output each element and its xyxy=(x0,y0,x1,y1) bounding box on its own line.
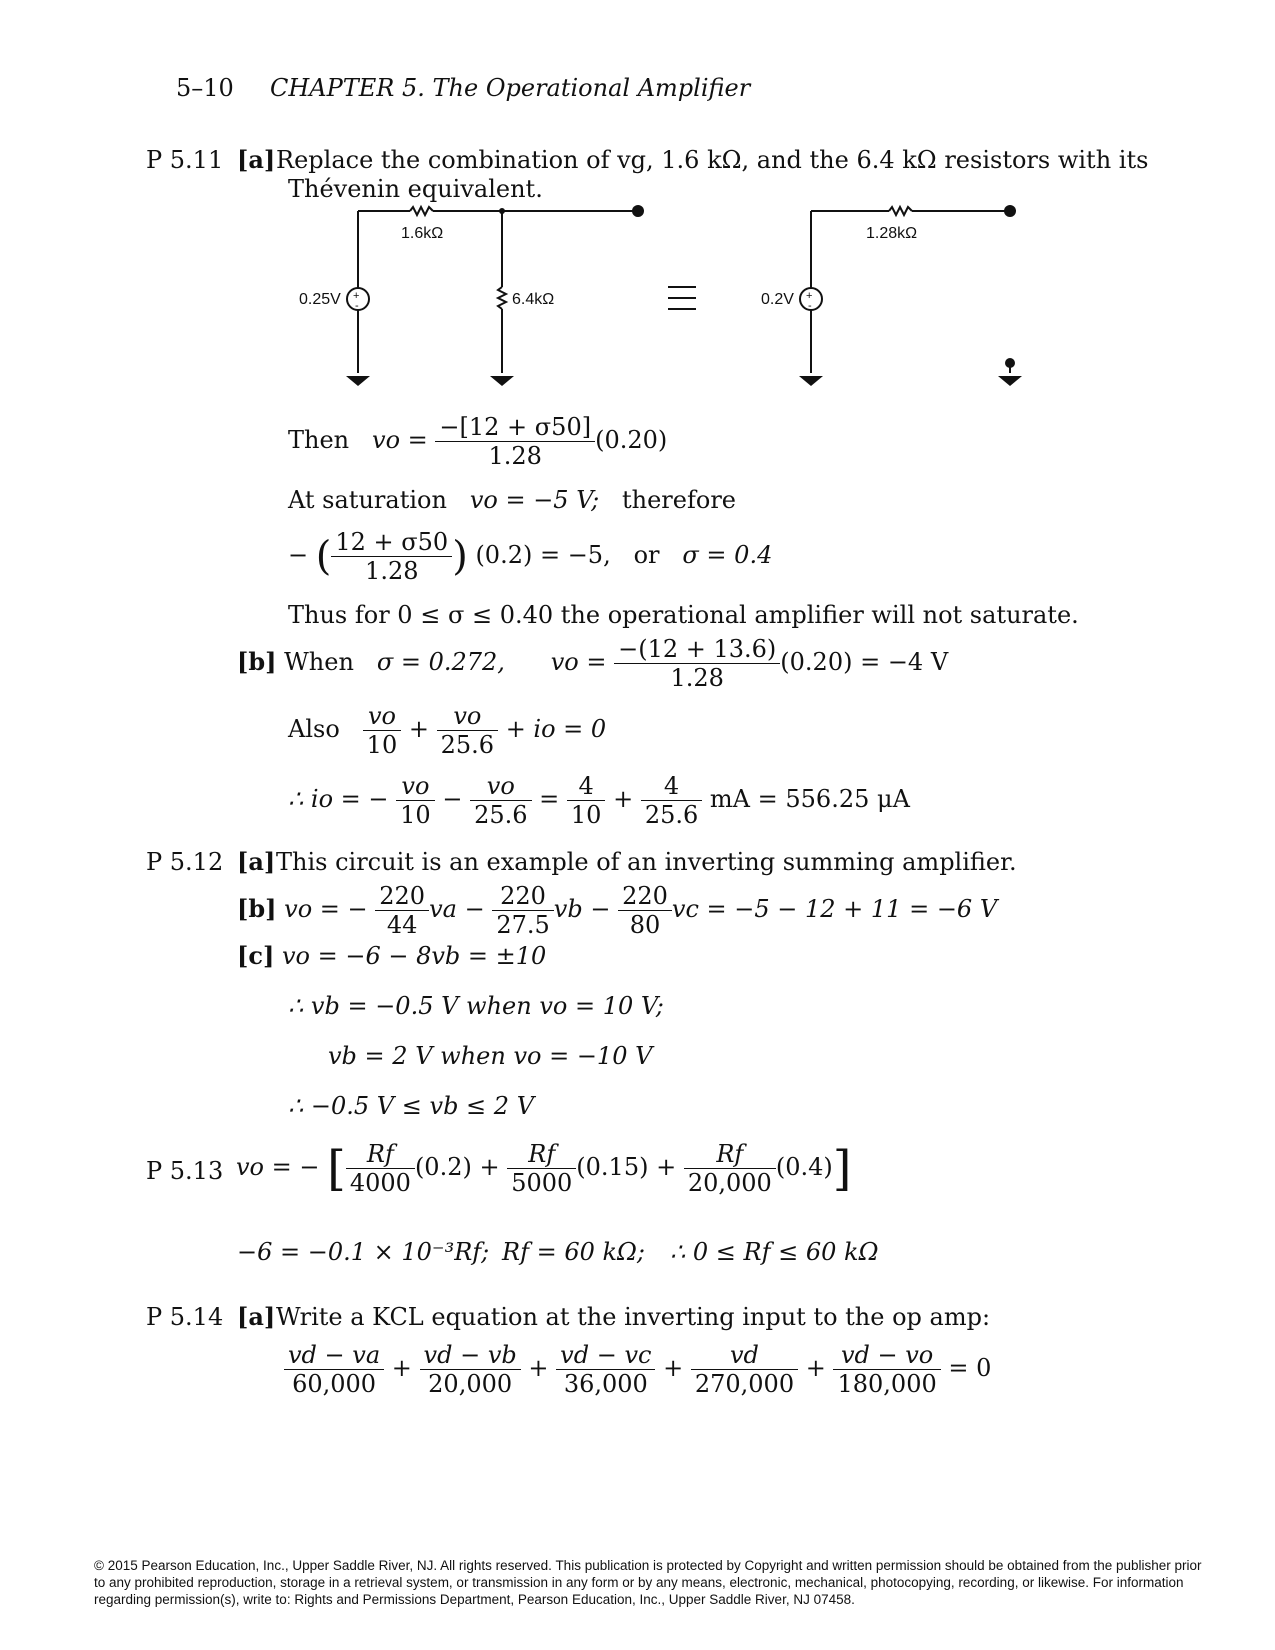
chapter-title: CHAPTER 5. The Operational Amplifier xyxy=(270,74,751,102)
problem-text: This circuit is an example of an inverting summing amplifier. xyxy=(276,848,1017,876)
thevenin-circuit-diagram xyxy=(0,195,1275,405)
part-tag: [a] xyxy=(237,145,276,174)
p512-c-line: vb = 2 V when vo = −10 V xyxy=(328,1042,653,1070)
svg-text:+: + xyxy=(806,290,813,302)
terminal-node-icon xyxy=(1004,205,1016,217)
p512-c-line: ∴ −0.5 V ≤ vb ≤ 2 V xyxy=(288,1092,535,1120)
ground-icon xyxy=(346,376,370,386)
p512-c-equation: [c] vo = −6 − 8vb = ±10 xyxy=(237,941,547,970)
svg-text:-: - xyxy=(808,300,812,312)
source-label: 0.25V xyxy=(299,291,341,308)
page-number: 5–10 xyxy=(176,74,234,102)
source-label: 0.2V xyxy=(761,291,794,308)
problem-label-5-12: P 5.12 xyxy=(146,848,224,876)
resistor-1-28k-icon xyxy=(889,207,912,215)
terminal-node-icon xyxy=(632,205,644,217)
p513-line: Rf = 60 kΩ; xyxy=(502,1238,646,1266)
ground-icon xyxy=(799,376,823,386)
resistor-label: 1.6kΩ xyxy=(401,225,444,242)
ground-icon xyxy=(998,376,1022,386)
resistor-1-6k-icon xyxy=(410,207,433,215)
resistor-label: 6.4kΩ xyxy=(512,291,555,308)
problem-label-5-11: P 5.11 xyxy=(146,146,224,174)
problem-text: Thévenin equivalent. xyxy=(288,175,543,203)
io-equation: ∴ io = − $\frac{vo}{10}$ − $\frac{vo}{25.6}$ = $\frac{4}{10}$ + $\frac{4}{25.6}$ mA = 556.25 μA xyxy=(288,772,910,829)
part-tag: [a] xyxy=(237,847,276,876)
copyright-notice: © 2015 Pearson Education, Inc., Upper Saddle River, NJ. All rights reserved. This publication is protected by Copyright and written permission should be obtained from the publisher prior to any prohibited reproduction, storage in a retrieval system, or transmission in any form or by any means, electronic, mechanical, photocopying, recording, or likewise. For information regarding permission(s), write to: Rights and Permissions Department, Pearson Education, Inc., Upper Saddle River, NJ 07458. xyxy=(94,1558,1202,1607)
kcl-equation: $\frac{vd - va}{60,000}$ + $\frac{vd - vb}{20,000}$ + $\frac{vd - vc}{36,000}$ + $\frac{vd}{270,000}$ + $\frac{vd - vo}{180,000}$ = 0 xyxy=(284,1341,991,1398)
thus-text: Thus for 0 ≤ σ ≤ 0.40 the operational amplifier will not saturate. xyxy=(288,601,1079,629)
part-tag: [a] xyxy=(237,1302,276,1331)
resistor-6-4k-icon xyxy=(498,287,506,309)
problem-text: Replace the combination of vg, 1.6 kΩ, and the 6.4 kΩ resistors with its xyxy=(276,146,1149,174)
svg-text:-: - xyxy=(355,300,359,312)
also-equation: Also $\frac{vo}{10}$ + $\frac{vo}{25.6}$ + io = 0 xyxy=(288,702,607,759)
therefore-text: therefore xyxy=(622,486,736,514)
equation-sigma: − ( $\frac{12 + \sigma 50}{1.28}$ ) (0.2) = −5, or σ = 0.4 xyxy=(288,528,773,585)
p513-equation: vo = − [ $\frac{Rf}{4000}$ (0.2) + $\frac{Rf}{5000}$ (0.15) + $\frac{Rf}{20,000}$ (0.4)] xyxy=(236,1140,852,1197)
p512-b-equation: [b] vo = − $\frac{220}{44}$ va − $\frac{220}{27.5}$ vb − $\frac{220}{80}$ vc = −5 − 12 + 11 = −6 V xyxy=(237,882,998,939)
part-b-equation: [b] When σ = 0.272, vo = $\frac{-(12 + 13.6)}{1.28}$ (0.20) = −4 V xyxy=(237,635,949,692)
saturation-line: At saturation vo = −5 V; xyxy=(288,486,600,514)
problem-text: Write a KCL equation at the inverting input to the op amp: xyxy=(276,1303,991,1331)
p513-line: ∴ 0 ≤ Rf ≤ 60 kΩ xyxy=(670,1238,879,1266)
terminal-node-icon xyxy=(1005,358,1015,368)
equation-then: Then vo = $\frac{-[12 + \sigma 50]}{1.28}$ (0.20) xyxy=(288,413,668,470)
p512-c-line: ∴ vb = −0.5 V when vo = 10 V; xyxy=(288,992,664,1020)
ground-icon xyxy=(490,376,514,386)
p513-line: −6 = −0.1 × 10⁻³Rf; xyxy=(237,1238,490,1266)
resistor-label: 1.28kΩ xyxy=(866,225,918,242)
problem-label-5-13: P 5.13 xyxy=(146,1157,224,1185)
svg-text:+: + xyxy=(353,290,360,302)
problem-label-5-14: P 5.14 xyxy=(146,1303,224,1331)
